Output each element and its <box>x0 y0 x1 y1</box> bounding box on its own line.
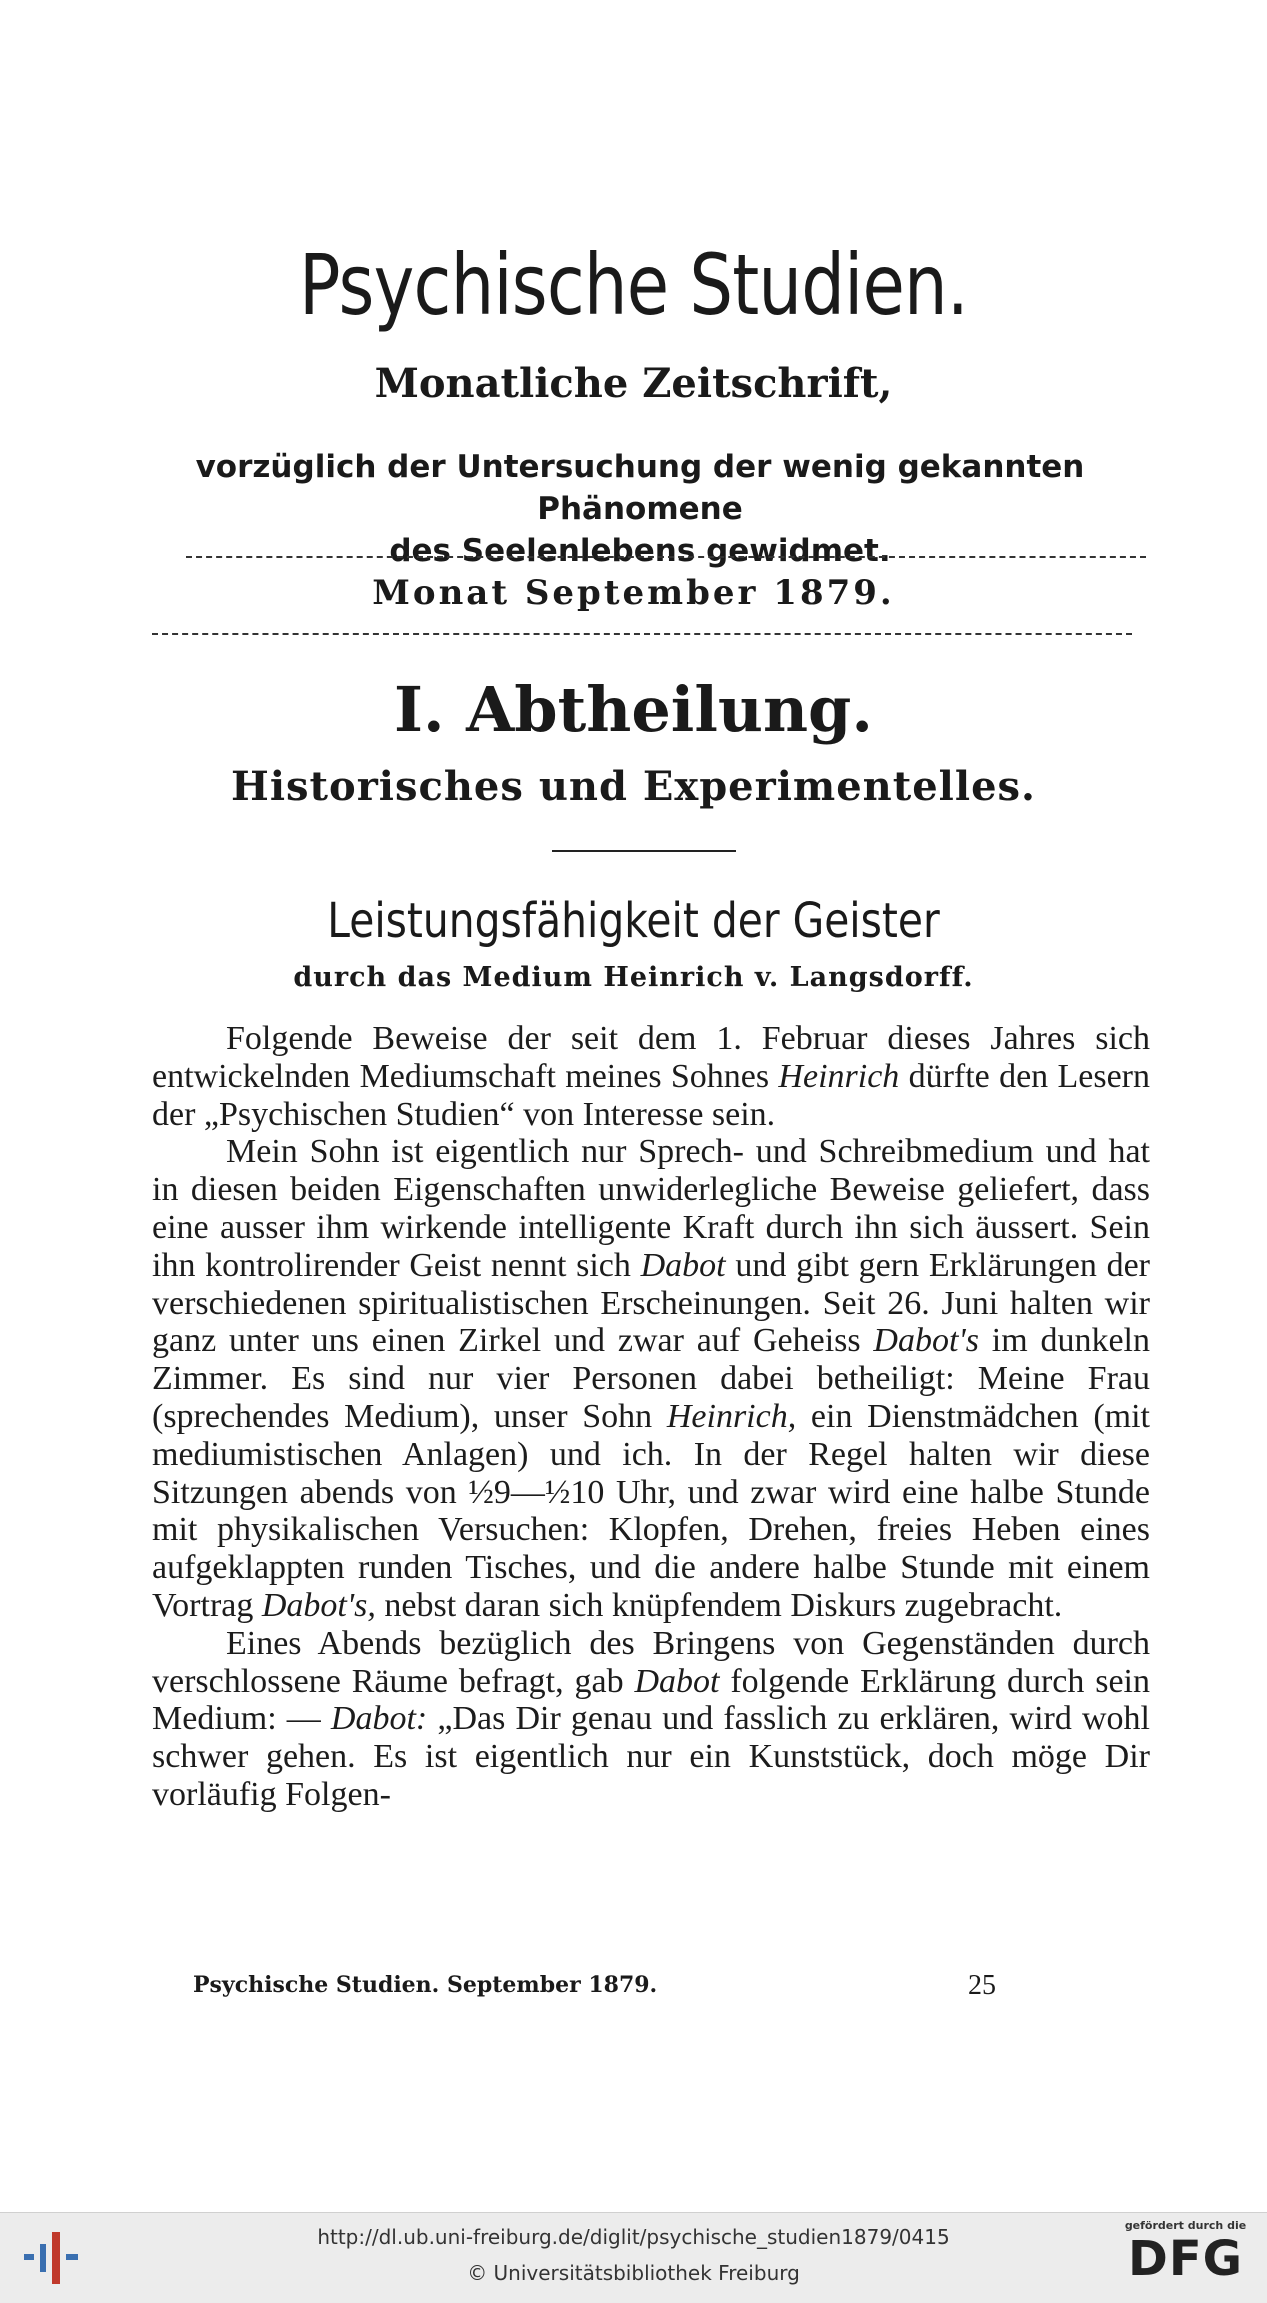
viewer-footer-bar <box>0 2212 1267 2303</box>
journal-description <box>140 446 1140 572</box>
section-divider <box>552 850 736 852</box>
page-number: 25 <box>968 1970 996 2001</box>
issue-month: Monat September 1879. <box>372 573 895 613</box>
paragraph-3: Eines Abends bezüglich des Bringens von Gegenständen durch verschlossene Räume befragt, gab Dabot folgende Erklärung durch sein Medium: — Dabot: „Das Dir genau und fasslich zu erklären, wird wohl schwer gehen. Es ist eigentlich nur ein Kunststück, doch möge Dir vorläufig Folgen- <box>152 1624 1150 1813</box>
dfg-logo-text: DFG <box>1127 2231 1244 2287</box>
journal-subtitle: Monatliche Zeitschrift, <box>374 360 893 407</box>
description-line-2: des Seelenlebens gewidmet. <box>389 533 891 569</box>
permalink-url[interactable]: http://dl.ub.uni-freiburg.de/diglit/psychische_studien1879/0415 <box>317 2225 950 2249</box>
funding-note: gefördert durch die <box>1124 2219 1247 2232</box>
article-body <box>152 1020 1150 1814</box>
journal-title: Psychische Studien. <box>299 236 968 334</box>
section-heading: I. Abtheilung. <box>394 673 873 746</box>
dashed-divider-bottom <box>152 633 1132 635</box>
running-footer: Psychische Studien. September 1879. <box>193 1972 658 1998</box>
description-line-1: vorzüglich der Untersuchung der wenig gekannten Phänomene <box>195 449 1085 527</box>
article-byline: durch das Medium Heinrich v. Langsdorff. <box>293 962 974 993</box>
paragraph-2: Mein Sohn ist eigentlich nur Sprech- und Schreibmedium und hat in diesen beiden Eigenschaften unwiderlegliche Beweise geliefert, dass eine ausser ihm wirkende intelligente Kraft durch ihn sich äussert. Sein ihn kontrolirender Geist nennt sich Dabot und gibt gern Erklärungen der verschiedenen spiritualistischen Erscheinungen. Seit 26. Juni halten wir ganz unter uns einen Zirkel und zwar auf Geheiss Dabot's im dunkeln Zimmer. Es sind nur vier Personen dabei betheiligt: Meine Frau (sprechendes Medium), unser Sohn Heinrich, ein Dienstmädchen (mit mediumistischen Anlagen) und ich. In der Regel halten wir diese Sitzungen abends von ½9—½10 Uhr, und zwar wird eine halbe Stunde mit physikalischen Versuchen: Klopfen, Drehen, freies Heben eines aufgeklappten runden Tisches, und die andere halbe Stunde mit einem Vortrag Dabot's, nebst daran sich knüpfendem Diskurs zugebracht. <box>152 1133 1151 1624</box>
section-subheading: Historisches und Experimentelles. <box>231 763 1036 810</box>
copyright-notice: © Universitätsbibliothek Freiburg <box>467 2261 800 2285</box>
article-title: Leistungsfähigkeit der Geister <box>327 893 940 949</box>
dashed-divider-top <box>186 556 1146 558</box>
dfg-logo[interactable] <box>1118 2219 1253 2299</box>
paragraph-1: Folgende Beweise der seit dem 1. Februar dieses Jahres sich entwickelnden Mediumschaft meines Sohnes Heinrich dürfte den Lesern der „Psychischen Studien“ von Interesse sein. <box>152 1020 1150 1133</box>
